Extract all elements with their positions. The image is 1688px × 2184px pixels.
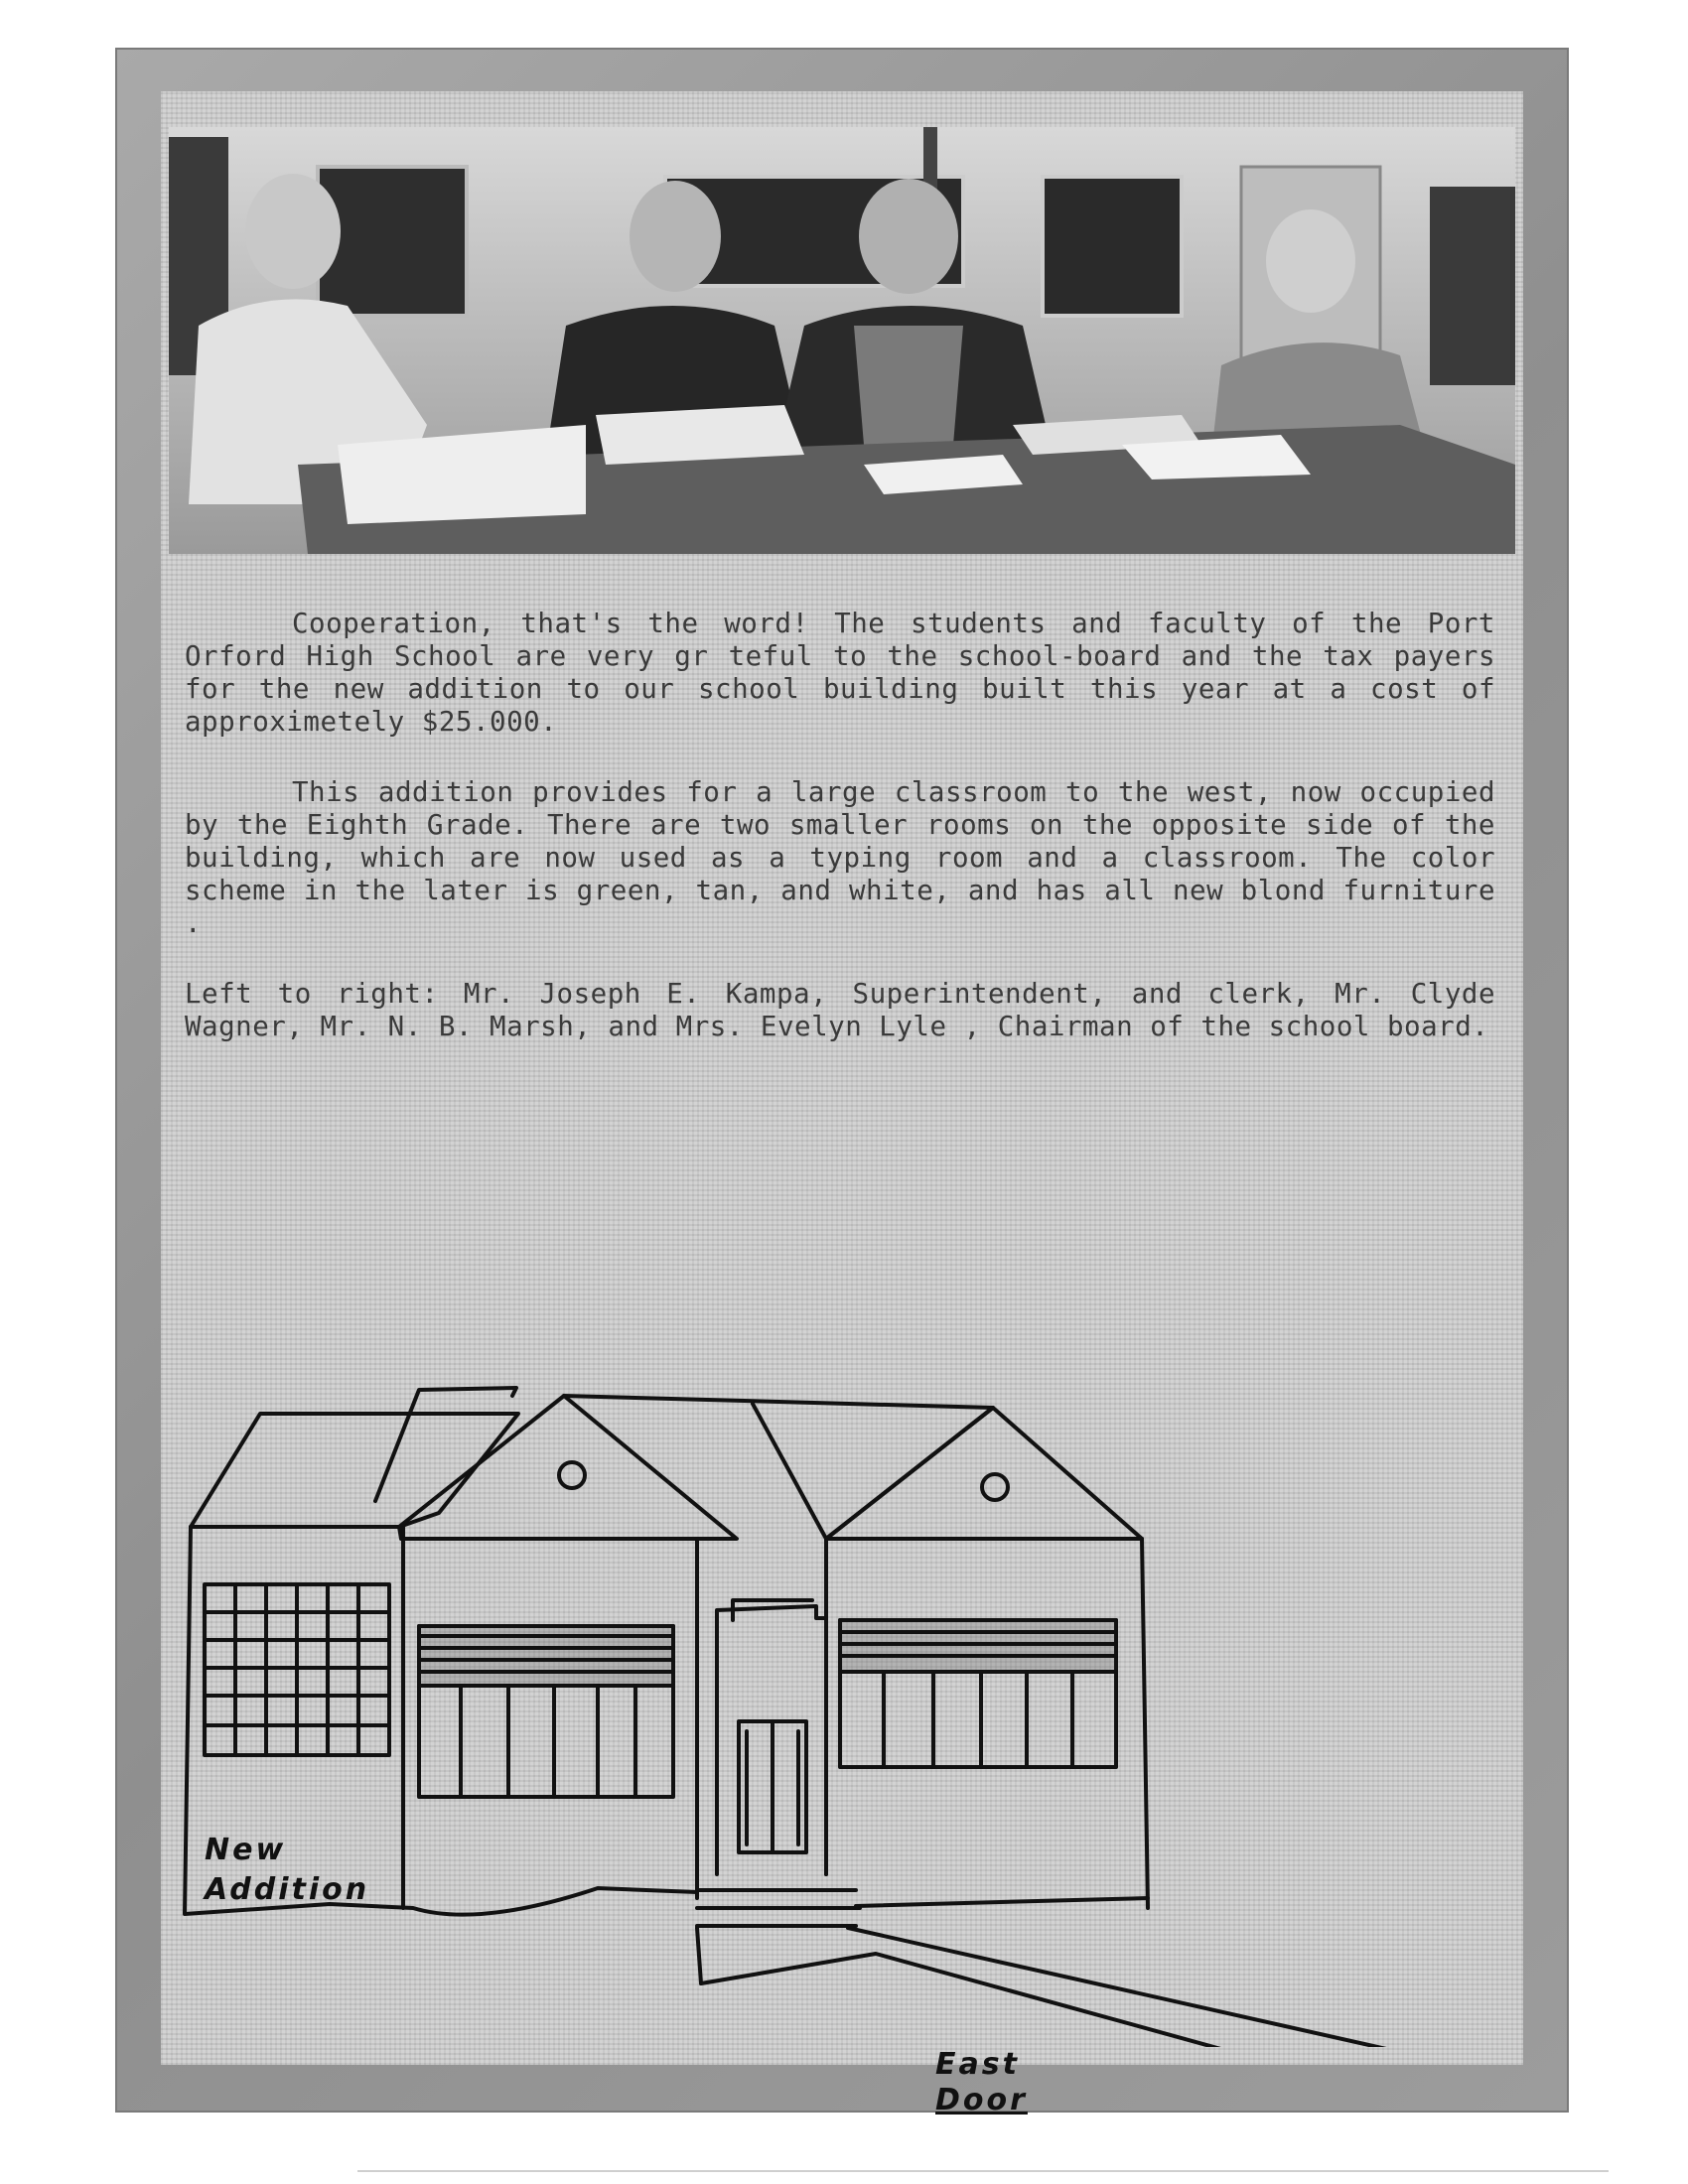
new-addition-label-line1: New bbox=[205, 1833, 287, 1867]
group-photo bbox=[169, 127, 1515, 554]
school-building-drawing bbox=[181, 1273, 1511, 2047]
paragraph-intro: Cooperation, that's the word! The students and faculty of the Port Orford High School are very gr teful to the school-board and the tax payers for the new addition to our school building built this year at a cost of approximetely $25.000. bbox=[185, 608, 1513, 738]
east-door-label-line1: East bbox=[935, 2047, 1020, 2082]
textured-mat bbox=[161, 91, 1523, 2117]
article-text bbox=[185, 608, 1513, 1081]
new-addition-label-line2: Addition bbox=[205, 1872, 370, 1907]
east-door-label bbox=[935, 2047, 1028, 2118]
east-door-label-line2: Door bbox=[935, 2083, 1028, 2117]
new-addition-label bbox=[205, 1831, 369, 1910]
paragraph-addition: This addition provides for a large classroom to the west, now occupied by the Eighth Grade. There are two smaller rooms on the opposite side of the building, which are now used as a typing room and a classroom. The color scheme in the later is green, tan, and white, and has all new blond furniture . bbox=[185, 776, 1513, 939]
photo-frame bbox=[115, 48, 1569, 2117]
scan-edge-line bbox=[357, 2170, 1609, 2172]
photo-illustration bbox=[169, 127, 1515, 554]
photo-caption: Left to right: Mr. Joseph E. Kampa, Superintendent, and clerk, Mr. Clyde Wagner, Mr. N. B. Marsh, and Mrs. Evelyn Lyle , Chairman of the school board. bbox=[185, 978, 1513, 1042]
